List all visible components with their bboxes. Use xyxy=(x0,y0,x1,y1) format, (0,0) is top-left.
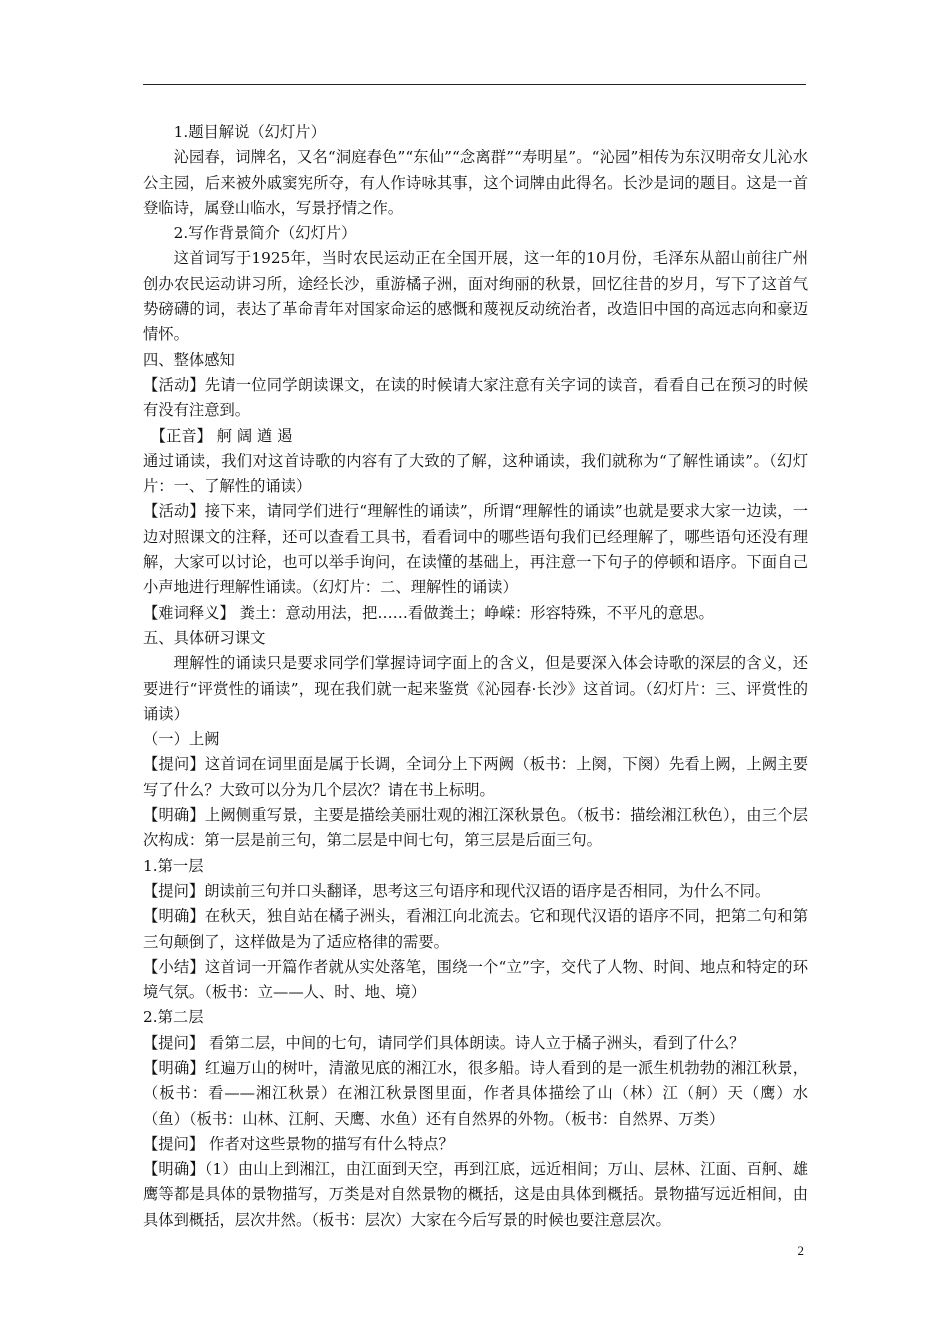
section-heading: （一）上阙 xyxy=(143,730,220,749)
section-heading: 1.第一层 xyxy=(143,856,204,875)
section-heading: 2.写作背景简介（幻灯片） xyxy=(173,224,357,243)
paragraph: 【明确】红遍万山的树叶，清澈见底的湘江水，很多船。诗人看到的是一派生机勃勃的湘江秋景，（板书：看——湘江秋景）在湘江秋景图里面，作者具体描绘了山（林）江（舸）天（鹰）水（鱼）（板书：山林、江舸、天鹰、水鱼）还有自然界的外物。（板书：自然界、万类） xyxy=(143,1058,808,1128)
section-heading: 五、具体研习课文 xyxy=(143,628,266,647)
section-heading: 2.第二层 xyxy=(143,1008,204,1027)
paragraph: 通过诵读，我们对这首诗歌的内容有了大致的了解，这种诵读，我们就称为“了解性诵读”。（幻灯片：一、了解性的诵读） xyxy=(143,451,808,496)
paragraph: 【明确】在秋天，独自站在橘子洲头，看湘江向北流去。它和现代汉语的语序不同，把第二句和第三句颠倒了，这样做是为了适应格律的需要。 xyxy=(143,907,808,951)
paragraph: 【难词释义】 粪土：意动用法，把……看做粪土；峥嵘：形容特殊，不平凡的意思。 xyxy=(143,603,714,622)
paragraph: 这首词写于1925年，当时农民运动正在全国开展，这一年的10月份，毛泽东从韶山前往广州创办农民运动讲习所，途经长沙，重游橘子洲，面对绚丽的秋景，回忆往昔的岁月，写下了这首气势磅礴的词，表达了革命青年对国家命运的感慨和蔑视反动统治者，改造旧中国的高远志向和豪迈情怀。 xyxy=(143,249,808,344)
section-heading: 四、整体感知 xyxy=(143,350,235,369)
paragraph: 【活动】接下来，请同学们进行“理解性的诵读”，所谓“理解性的诵读”也就是要求大家一边读，一边对照课文的注释，还可以查看工具书，看看词中的哪些语句我们已经理解了，哪些语句还没有理解，大家可以讨论，也可以举手询问，在读懂的基础上，再注意一下句子的停顿和语序。下面自己小声地进行理解性诵读。（幻灯片：二、理解性的诵读） xyxy=(143,502,808,597)
section-heading: 1.题目解说（幻灯片） xyxy=(173,123,326,141)
paragraph: 【提问】 看第二层，中间的七句，请同学们具体朗读。诗人立于橘子洲头，看到了什么？ xyxy=(143,1033,745,1052)
paragraph: 【提问】 作者对这些景物的描写有什么特点？ xyxy=(143,1134,454,1153)
paragraph: 【小结】这首词一开篇作者就从实处落笔，围绕一个“立”字，交代了人物、时间、地点和特定的环境气氛。（板书：立——人、时、地、境） xyxy=(143,957,808,1002)
page-number: 2 xyxy=(797,1243,804,1258)
paragraph: 【明确】（1）由山上到湘江，由江面到天空，再到江底，远近相间；万山、层林、江面、百舸、雄鹰等都是具体的景物描写，万类是对自然景物的概括，这是由具体到概括。景物描写远近相间，由具体到概括，层次井然。（板书：层次）大家在今后写景的时候也要注意层次。 xyxy=(143,1160,808,1229)
paragraph: 理解性的诵读只是要求同学们掌握诗词字面上的含义，但是要深入体会诗歌的深层的含义，还要进行“评赏性的诵读”，现在我们就一起来鉴赏《沁园春·长沙》这首词。（幻灯片：三、评赏性的诵读） xyxy=(143,654,808,723)
paragraph: 【明确】上阙侧重写景，主要是描绘美丽壮观的湘江深秋景色。（板书：描绘湘江秋色），由三个层次构成：第一层是前三句，第二层是中间七句，第三层是后面三句。 xyxy=(143,806,808,850)
document-body xyxy=(143,120,808,1233)
header-rule xyxy=(143,84,806,85)
paragraph: 【提问】朗读前三句并口头翻译，思考这三句语序和现代汉语的语序是否相同，为什么不同。 xyxy=(143,881,771,900)
paragraph: 【正音】 舸 阔 遒 遏 xyxy=(150,426,293,445)
paragraph: 【提问】这首词在词里面是属于长调，全词分上下两阙（板书：上阕，下阕）先看上阙，上阙主要写了什么？大致可以分为几个层次？请在书上标明。 xyxy=(143,755,808,799)
paragraph: 【活动】先请一位同学朗读课文，在读的时候请大家注意有关字词的读音，看看自己在预习的时候有没有注意到。 xyxy=(143,375,808,420)
paragraph: 沁园春，词牌名，又名“洞庭春色”“东仙”“念离群”“寿明星”。“沁园”相传为东汉明帝女儿沁水公主园，后来被外戚窦宪所夺，有人作诗咏其事，这个词牌由此得名。长沙是词的题目。这是一首登临诗，属登山临水，写景抒情之作。 xyxy=(143,148,808,217)
